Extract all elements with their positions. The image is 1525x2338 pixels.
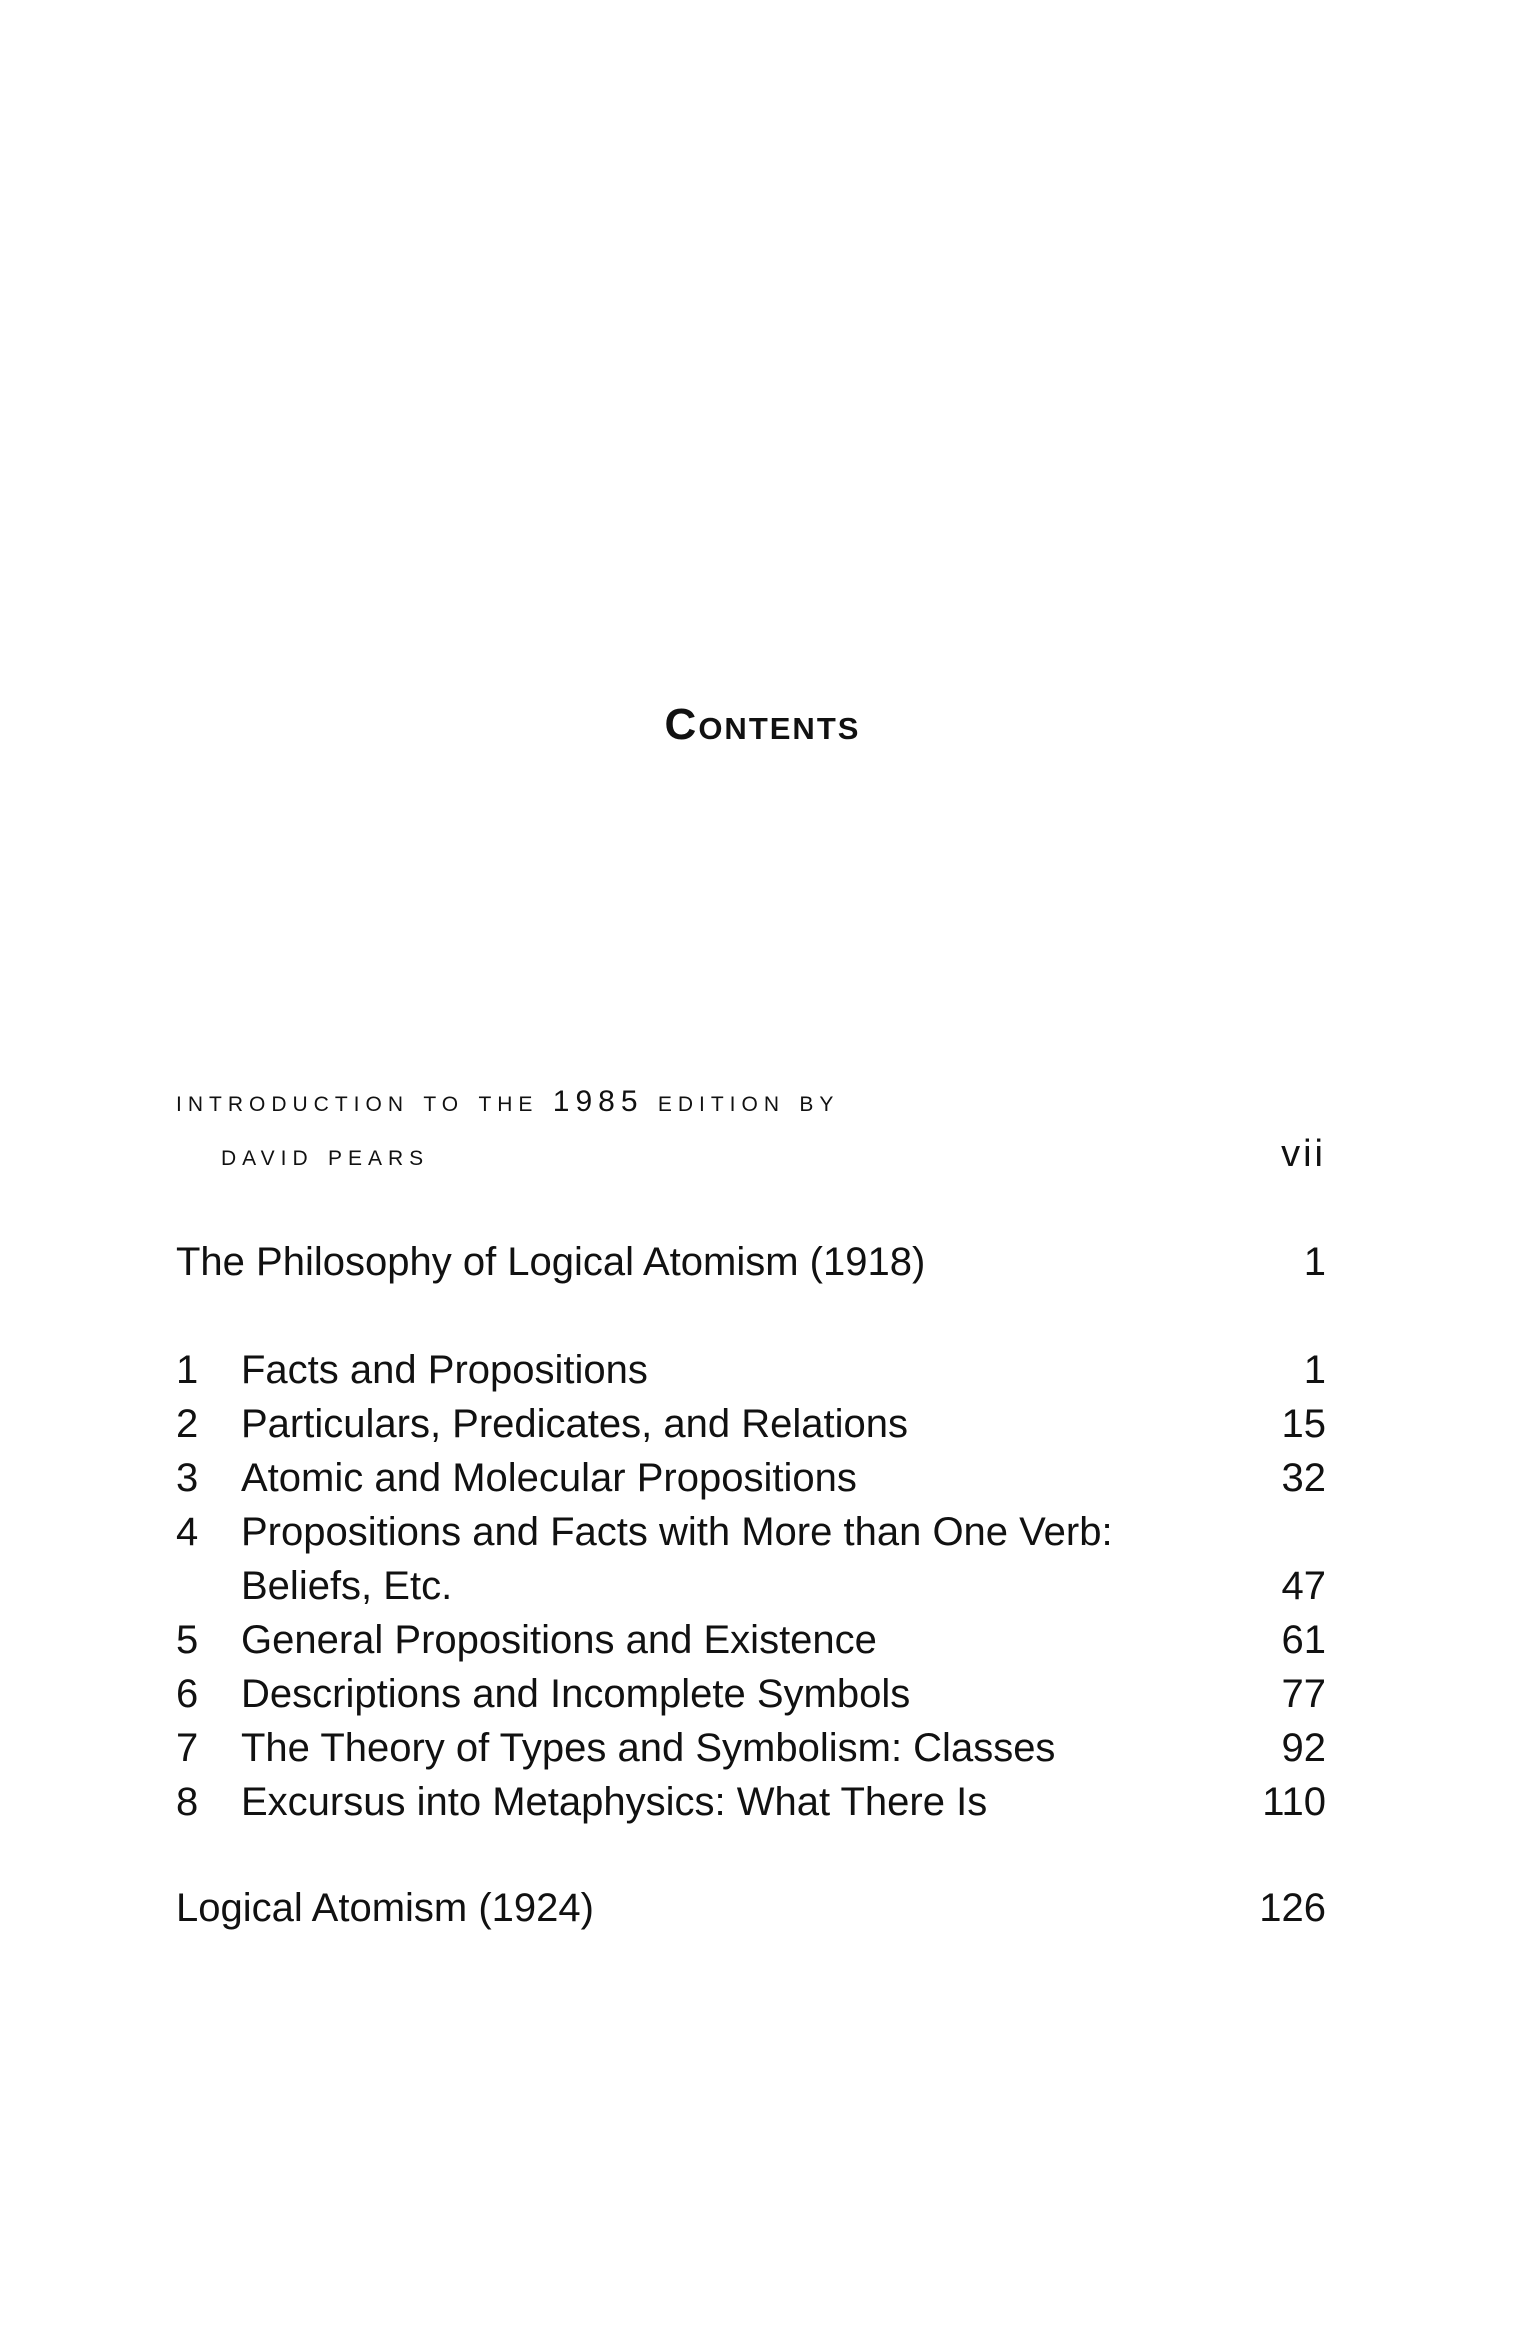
chapter-number: 3: [176, 1456, 199, 1500]
chapter-title: The Theory of Types and Symbolism: Classes: [241, 1726, 1056, 1770]
part-one-page-number: 1: [1303, 1240, 1326, 1284]
chapter-page-number: 110: [1262, 1780, 1326, 1824]
introduction-title-line1: introduction to the 1985 edition by: [176, 1085, 840, 1118]
part-two-title: Logical Atomism (1924): [176, 1886, 594, 1930]
chapter-title: Atomic and Molecular Propositions: [241, 1456, 857, 1500]
part-two-page-number: 126: [1259, 1886, 1326, 1930]
introduction-page-number: vii: [1281, 1133, 1326, 1175]
chapter-number: 2: [176, 1402, 199, 1446]
chapter-number: 5: [176, 1618, 199, 1662]
chapter-title: Particulars, Predicates, and Relations: [241, 1402, 908, 1446]
chapter-page-number: 92: [1281, 1726, 1326, 1770]
chapter-title: Excursus into Metaphysics: What There Is: [241, 1780, 988, 1824]
chapter-title: Facts and Propositions: [241, 1348, 648, 1392]
chapter-number: 6: [176, 1672, 199, 1716]
page-title: Contents: [664, 700, 861, 749]
chapter-number: 4: [176, 1510, 199, 1554]
chapter-page-number: 1: [1303, 1348, 1326, 1392]
part-one-title: The Philosophy of Logical Atomism (1918): [176, 1240, 926, 1284]
chapter-number: 1: [176, 1348, 199, 1392]
chapter-number: 8: [176, 1780, 199, 1824]
chapter-page-number: 32: [1281, 1456, 1326, 1500]
chapter-title: General Propositions and Existence: [241, 1618, 877, 1662]
chapter-title: Propositions and Facts with More than One Verb:: [241, 1510, 1113, 1554]
chapter-title-continuation: Beliefs, Etc.: [241, 1564, 453, 1608]
chapter-page-number: 61: [1281, 1618, 1326, 1662]
chapter-title: Descriptions and Incomplete Symbols: [241, 1672, 911, 1716]
chapter-page-number: 47: [1281, 1564, 1326, 1608]
chapter-page-number: 15: [1281, 1402, 1326, 1446]
chapter-page-number: 77: [1281, 1672, 1326, 1716]
chapter-number: 7: [176, 1726, 199, 1770]
introduction-title-line2: david pears: [221, 1139, 430, 1172]
